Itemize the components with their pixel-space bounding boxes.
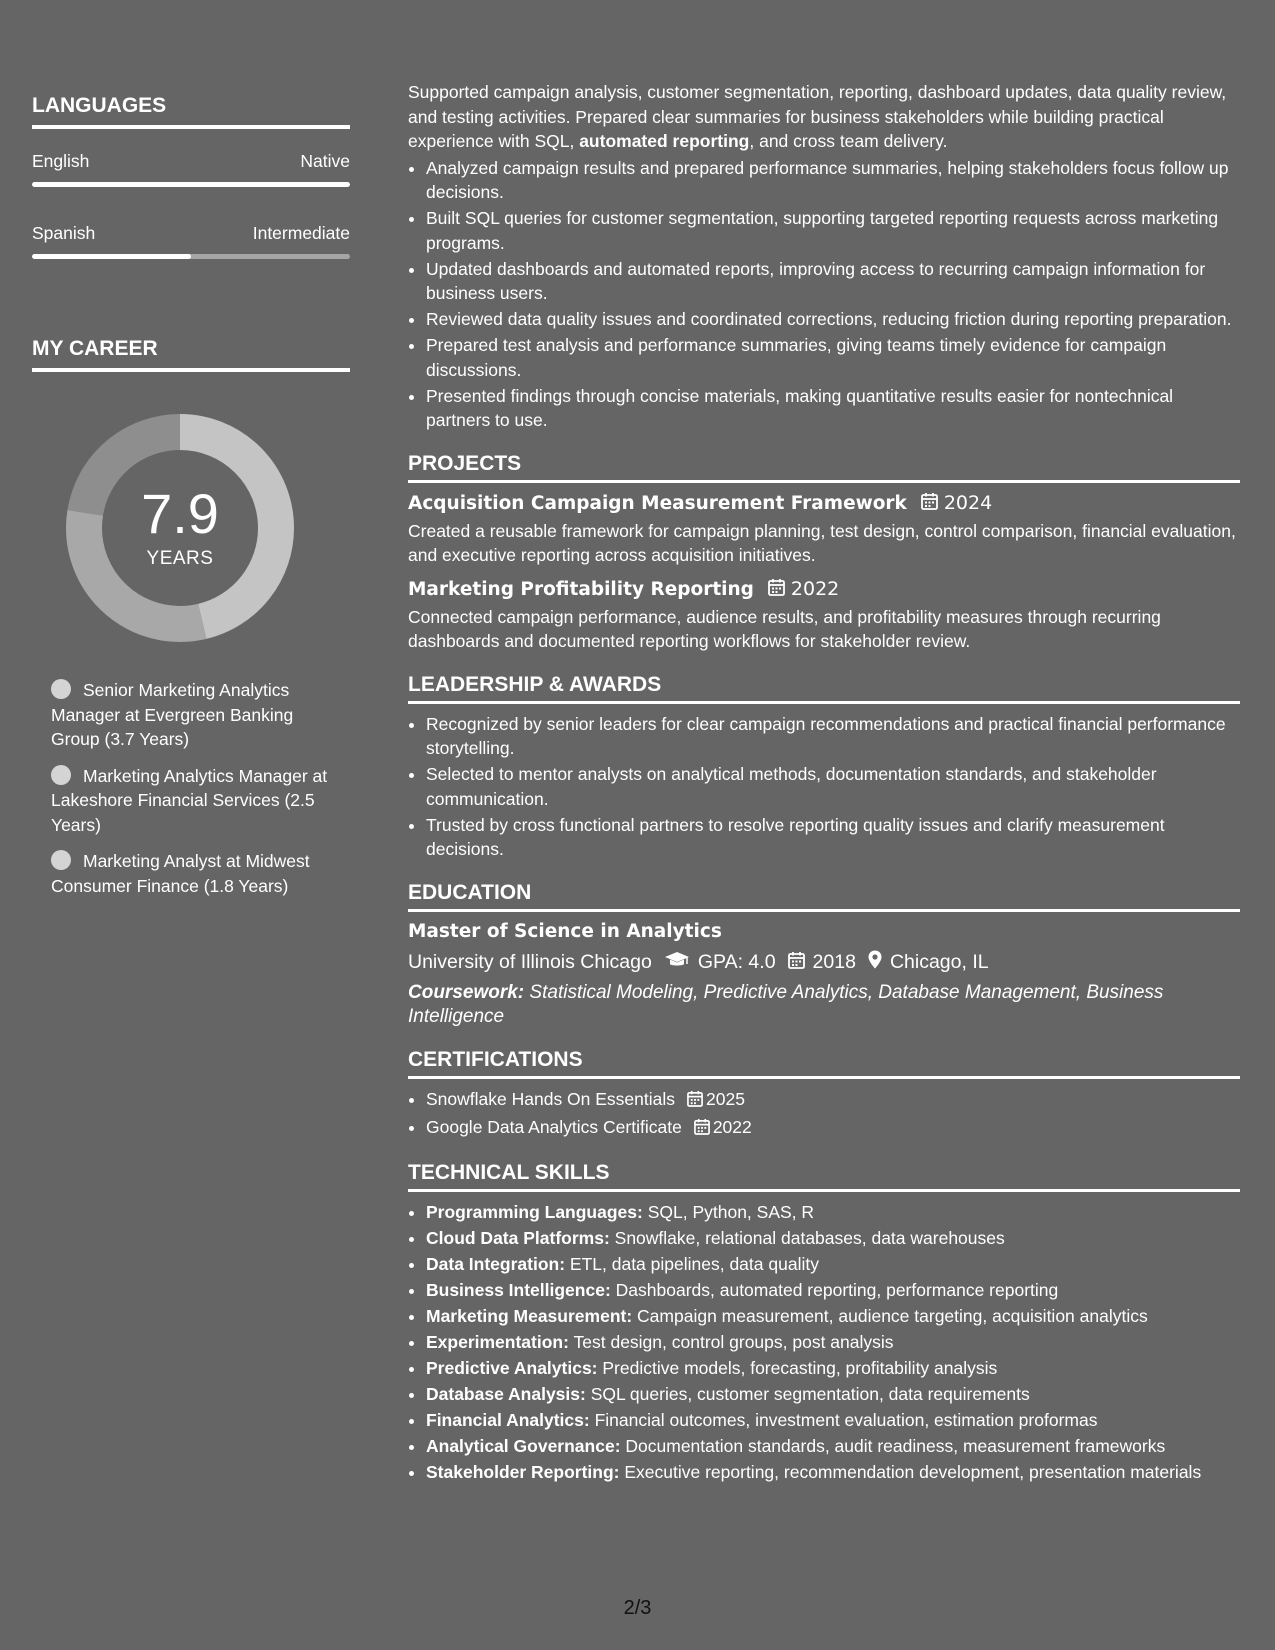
education-heading: EDUCATION xyxy=(408,880,1240,912)
education-section xyxy=(408,880,1240,1029)
language-proficiency-bar xyxy=(32,254,350,259)
career-total-value: 7.9 xyxy=(141,482,219,546)
certification-year: 2025 xyxy=(706,1089,745,1110)
bullet-dot-icon xyxy=(51,765,71,785)
experience-bullets xyxy=(408,156,1240,433)
calendar-icon xyxy=(788,951,805,975)
language-level: Native xyxy=(300,151,350,172)
project-item xyxy=(408,492,1240,568)
calendar-icon xyxy=(768,578,785,601)
languages-heading: LANGUAGES xyxy=(32,94,350,129)
skills-heading: TECHNICAL SKILLS xyxy=(408,1160,1240,1192)
project-item xyxy=(408,578,1240,654)
calendar-icon xyxy=(921,492,938,515)
career-donut-chart xyxy=(66,414,294,642)
language-level: Intermediate xyxy=(252,223,350,244)
experience-bullet: • Reviewed data quality issues and coordinated corrections, reducing friction during reporting preparation. xyxy=(426,307,1240,332)
education-coursework: Coursework: Statistical Modeling, Predictive Analytics, Database Management, Business Intelligence xyxy=(408,982,1164,1028)
career-item: Marketing Analyst at Midwest Consumer Finance (1.8 Years) xyxy=(51,851,310,896)
education-location: Chicago, IL xyxy=(889,951,989,974)
leadership-item: • Recognized by senior leaders for clear campaign recommendations and practical financial performance storytelling. xyxy=(426,712,1240,761)
skill-item: • Cloud Data Platforms: Snowflake, relational databases, data warehouses xyxy=(426,1226,1240,1251)
leadership-item: • Selected to mentor analysts on analytical methods, documentation standards, and stakeholder communication. xyxy=(426,762,1240,811)
leadership-list xyxy=(408,712,1240,862)
skill-item: • Business Intelligence: Dashboards, automated reporting, performance reporting xyxy=(426,1278,1240,1303)
education-gpa: GPA: 4.0 xyxy=(697,951,776,974)
skill-item: • Database Analysis: SQL queries, customer segmentation, data requirements xyxy=(426,1382,1240,1407)
language-proficiency-fill xyxy=(32,182,350,187)
education-school: University of Illinois Chicago xyxy=(408,951,652,974)
skill-item: • Experimentation: Test design, control groups, post analysis xyxy=(426,1330,1240,1355)
bullet-dot-icon xyxy=(51,679,71,699)
page-number: 2/3 xyxy=(623,1597,652,1619)
project-description: Created a reusable framework for campaign planning, test design, control comparison, financial evaluation, and executive reporting across acquisition initiatives. xyxy=(408,520,1236,566)
education-details xyxy=(408,950,1240,975)
experience-summary: Supported campaign analysis, customer segmentation, reporting, dashboard updates, data quality review, and testing activities. Prepared clear summaries for business stakeholders while building practical experience with SQL, automated reporting, and cross team delivery. xyxy=(408,82,1227,151)
leadership-section xyxy=(408,672,1240,862)
projects-section xyxy=(408,451,1240,654)
skill-item: • Data Integration: ETL, data pipelines, data quality xyxy=(426,1252,1240,1277)
skills-list xyxy=(408,1200,1240,1485)
project-title: Marketing Profitability Reporting xyxy=(408,578,754,600)
main-content xyxy=(408,80,1240,1486)
career-list xyxy=(51,678,336,898)
language-english xyxy=(32,151,350,187)
projects-heading: PROJECTS xyxy=(408,451,1240,483)
language-proficiency-bar xyxy=(32,182,350,187)
leadership-item: • Trusted by cross functional partners to resolve reporting quality issues and clarify measurement decisions. xyxy=(426,813,1240,862)
leadership-heading: LEADERSHIP & AWARDS xyxy=(408,672,1240,704)
calendar-icon xyxy=(687,1089,703,1114)
certification-year: 2022 xyxy=(712,1117,752,1138)
project-year: 2024 xyxy=(943,492,993,515)
bullet-dot-icon xyxy=(51,850,71,870)
certifications-heading: CERTIFICATIONS xyxy=(408,1047,1240,1079)
career-item: Marketing Analytics Manager at Lakeshore Financial Services (2.5 Years) xyxy=(51,765,328,835)
certifications-section xyxy=(408,1047,1240,1142)
skill-item: • Financial Analytics: Financial outcomes, investment evaluation, estimation proformas xyxy=(426,1408,1240,1433)
certification-item: • Google Data Analytics Certificate 2022 xyxy=(426,1115,1240,1142)
experience-bullet: • Built SQL queries for customer segmentation, supporting targeted reporting requests across marketing programs. xyxy=(426,206,1240,255)
skill-item: • Stakeholder Reporting: Executive reporting, recommendation development, presentation materials xyxy=(426,1460,1240,1485)
skill-item: • Programming Languages: SQL, Python, SAS, R xyxy=(426,1200,1240,1225)
language-spanish xyxy=(32,223,350,259)
experience-bullet: • Updated dashboards and automated reports, improving access to recurring campaign information for business users. xyxy=(426,257,1240,306)
skills-section xyxy=(408,1160,1240,1485)
skill-item: • Predictive Analytics: Predictive models, forecasting, profitability analysis xyxy=(426,1356,1240,1381)
skill-item: • Marketing Measurement: Campaign measurement, audience targeting, acquisition analytics xyxy=(426,1304,1240,1329)
language-proficiency-fill xyxy=(32,254,191,259)
experience-bullet: • Prepared test analysis and performance summaries, giving teams timely evidence for campaign discussions. xyxy=(426,333,1240,382)
skill-item: • Analytical Governance: Documentation standards, audit readiness, measurement frameworks xyxy=(426,1434,1240,1459)
language-name: Spanish xyxy=(32,223,96,244)
certifications-list xyxy=(408,1087,1240,1142)
project-title: Acquisition Campaign Measurement Framework xyxy=(408,492,907,514)
experience-bullet: • Analyzed campaign results and prepared performance summaries, helping stakeholders focus follow up decisions. xyxy=(426,156,1240,205)
career-total-unit: YEARS xyxy=(146,548,214,570)
calendar-icon xyxy=(694,1117,710,1142)
language-name: English xyxy=(32,151,90,172)
project-description: Connected campaign performance, audience results, and profitability measures through recurring dashboards and documented reporting workflows for stakeholder review. xyxy=(408,606,1161,652)
career-item: Senior Marketing Analytics Manager at Evergreen Banking Group (3.7 Years) xyxy=(51,680,294,750)
sidebar xyxy=(32,94,350,910)
experience-bullet: • Presented findings through concise materials, making quantitative results easier for nontechnical partners to use. xyxy=(426,384,1240,433)
project-year: 2022 xyxy=(790,578,840,601)
certification-item: • Snowflake Hands On Essentials 2025 xyxy=(426,1087,1240,1114)
graduation-cap-icon xyxy=(664,951,690,975)
career-heading: MY CAREER xyxy=(32,337,350,372)
education-degree: Master of Science in Analytics xyxy=(408,921,722,943)
location-pin-icon xyxy=(868,950,882,975)
education-year: 2018 xyxy=(812,951,856,974)
